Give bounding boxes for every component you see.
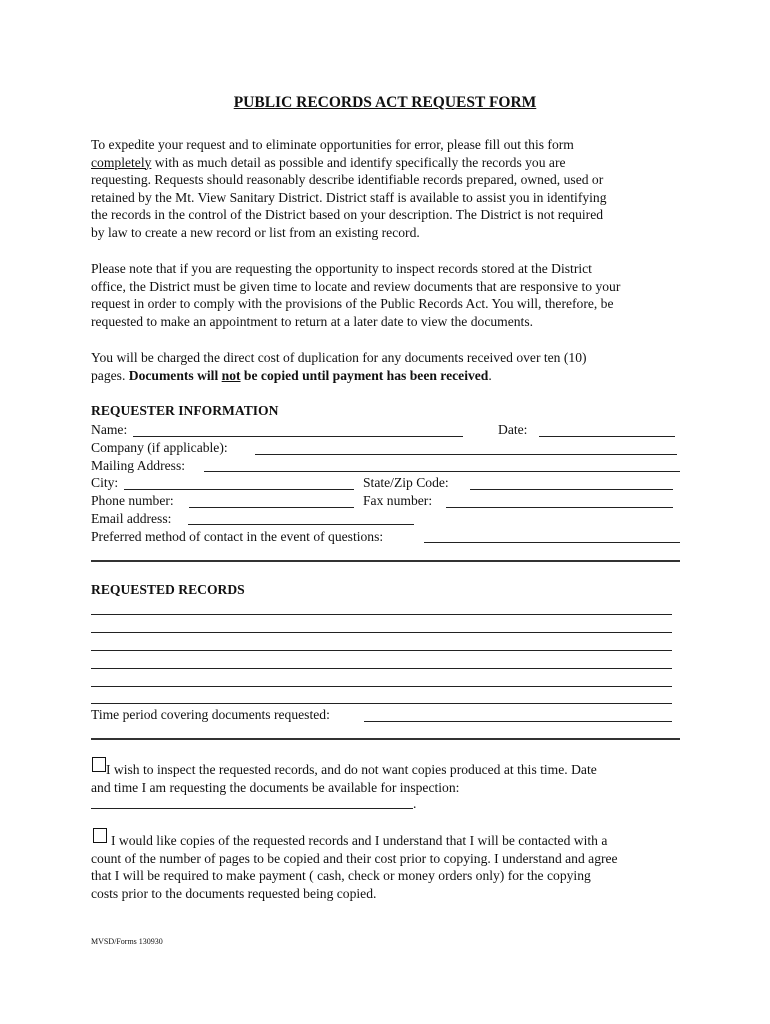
phone-label: Phone number: — [91, 493, 174, 508]
not-emphasis: not — [221, 367, 241, 383]
note-line: Please note that if you are requesting the opportunity to inspect records stored at the District — [91, 261, 592, 276]
records-description-line[interactable] — [91, 703, 672, 704]
name-label: Name: — [91, 422, 128, 437]
requester-heading: REQUESTER INFORMATION — [91, 403, 279, 418]
date-label: Date: — [498, 422, 528, 437]
time-period-label: Time period covering documents requested: — [91, 707, 330, 722]
preferred-contact-field[interactable] — [424, 542, 680, 543]
city-field[interactable] — [124, 489, 354, 490]
records-description-line[interactable] — [91, 614, 672, 615]
intro-line: To expedite your request and to eliminate opportunities for error, please fill out this form — [91, 137, 574, 152]
company-field[interactable] — [255, 454, 677, 455]
inspect-option-period: . — [413, 796, 417, 811]
copies-option-text: that I will be required to make payment ( cash, check or money orders only) for the copying — [91, 868, 591, 883]
copies-checkbox[interactable] — [93, 828, 107, 843]
intro-line: retained by the Mt. View Sanitary District. District staff is available to assist you in identifying — [91, 189, 607, 205]
intro-line: requesting. Requests should reasonably describe identifiable records prepared, owned, used or — [91, 172, 604, 188]
inspect-option-text: I wish to inspect the requested records, and do not want copies produced at this time. Date — [106, 762, 597, 777]
company-label: Company (if applicable): — [91, 440, 228, 455]
completely-emphasis: completely — [91, 154, 152, 170]
state-zip-label: State/Zip Code: — [363, 475, 449, 490]
inspect-option-text: and time I am requesting the documents be available for inspection: — [91, 780, 460, 795]
charge-line — [91, 367, 691, 385]
section-divider — [91, 560, 680, 562]
section-divider — [91, 738, 680, 740]
copies-option-text: I would like copies of the requested records and I understand that I will be contacted with a — [111, 833, 608, 848]
note-line: requested to make an appointment to return at a later date to view the documents. — [91, 313, 534, 329]
fax-label: Fax number: — [363, 493, 433, 508]
date-field[interactable] — [539, 436, 675, 437]
charge-text: pages. — [91, 367, 129, 383]
inspect-checkbox[interactable] — [92, 757, 106, 772]
charge-text: . — [488, 367, 492, 383]
name-field[interactable] — [133, 436, 463, 437]
charge-line: You will be charged the direct cost of duplication for any documents received over ten (10) — [91, 350, 587, 365]
note-line: office, the District must be given time to locate and review documents that are responsive to your — [91, 278, 621, 294]
intro-paragraph — [91, 136, 691, 242]
time-period-field[interactable] — [364, 721, 672, 722]
email-field[interactable] — [188, 524, 414, 525]
inspection-note-paragraph — [91, 260, 691, 330]
intro-line: by law to create a new record or list from an existing record. — [91, 224, 420, 240]
preferred-contact-label: Preferred method of contact in the event of questions: — [91, 529, 384, 544]
charge-note-paragraph — [91, 349, 691, 384]
records-description-line[interactable] — [91, 686, 672, 687]
records-description-line[interactable] — [91, 650, 672, 651]
note-line: request in order to comply with the provisions of the Public Records Act. You will, therefore, be — [91, 296, 614, 312]
charge-bold-text: be copied until payment has been received — [240, 367, 489, 383]
intro-line: the records in the control of the District based on your description. The District is not required — [91, 207, 604, 223]
copies-option-text: costs prior to the documents requested being copied. — [91, 886, 377, 901]
copies-option-text: count of the number of pages to be copied and their cost prior to copying. I understand and agree — [91, 851, 618, 866]
form-footer-code: MVSD/Forms 130930 — [91, 937, 163, 946]
city-label: City: — [91, 475, 119, 490]
requested-records-heading: REQUESTED RECORDS — [91, 582, 245, 597]
state-zip-field[interactable] — [470, 489, 673, 490]
intro-line — [91, 154, 691, 172]
email-label: Email address: — [91, 511, 172, 526]
form-title: PUBLIC RECORDS ACT REQUEST FORM — [233, 94, 537, 111]
phone-field[interactable] — [189, 507, 354, 508]
records-description-line[interactable] — [91, 668, 672, 669]
fax-field[interactable] — [446, 507, 673, 508]
charge-bold-text: Documents will — [128, 367, 222, 383]
mailing-address-field[interactable] — [204, 471, 680, 472]
inspection-datetime-field[interactable] — [91, 808, 413, 809]
records-description-line[interactable] — [91, 632, 672, 633]
intro-line-text: with as much detail as possible and identify specifically the records you are — [151, 154, 566, 170]
mailing-address-label: Mailing Address: — [91, 458, 186, 473]
